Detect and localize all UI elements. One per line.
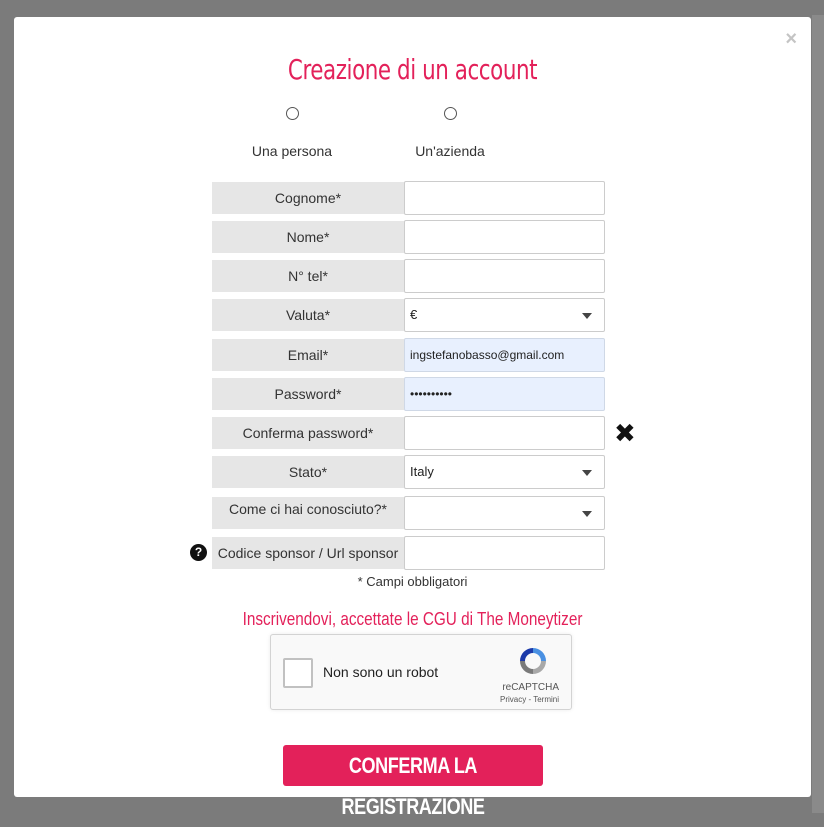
registration-modal: [14, 17, 811, 819]
radio-person[interactable]: [286, 107, 299, 120]
row-come: [212, 496, 605, 530]
stato-label: Stato*: [212, 456, 404, 488]
email-label: Email*: [212, 339, 404, 371]
nome-label: Nome*: [212, 221, 404, 253]
modal-title: Creazione di un account: [287, 53, 538, 86]
recaptcha-checkbox[interactable]: [283, 658, 313, 688]
password-mismatch-icon: ✖: [614, 418, 636, 448]
valuta-label: Valuta*: [212, 299, 404, 331]
come-select[interactable]: [404, 496, 605, 530]
row-tel: [212, 259, 605, 293]
close-icon[interactable]: ×: [785, 28, 797, 50]
radio-person-label: Una persona: [251, 143, 333, 159]
confirm-password-input[interactable]: [404, 416, 605, 450]
row-sponsor: [212, 536, 605, 570]
confirm-registration-button[interactable]: [283, 745, 543, 819]
help-icon[interactable]: ?: [190, 544, 207, 561]
valuta-value: €: [410, 307, 418, 322]
radio-company-label: Un'azienda: [415, 143, 485, 159]
row-stato: [212, 455, 605, 489]
confirm-password-label: Conferma password*: [212, 417, 404, 449]
row-cognome: [212, 181, 605, 215]
chevron-down-icon: [582, 511, 592, 517]
recaptcha-logo-icon: [517, 645, 549, 677]
sponsor-label: Codice sponsor / Url sponsor: [212, 537, 404, 569]
row-password: [212, 377, 605, 411]
row-valuta: [212, 298, 605, 332]
required-fields-note: * Campi obbligatori: [357, 574, 468, 589]
account-type-person[interactable]: [222, 107, 362, 159]
radio-company[interactable]: [444, 107, 457, 120]
cognome-input[interactable]: [404, 181, 605, 215]
recaptcha-links[interactable]: Privacy - Termini: [500, 695, 559, 704]
chevron-down-icon: [582, 470, 592, 476]
password-label: Password*: [212, 378, 404, 410]
tel-label: N° tel*: [212, 260, 404, 292]
sponsor-input[interactable]: [404, 536, 605, 570]
account-type-company[interactable]: [380, 107, 520, 159]
cognome-label: Cognome*: [212, 182, 404, 214]
row-email: [212, 338, 605, 372]
chevron-down-icon: [582, 313, 592, 319]
recaptcha-brand: reCAPTCHA: [502, 682, 559, 693]
recaptcha-label: Non sono un robot: [323, 664, 439, 680]
password-input[interactable]: ••••••••••: [404, 377, 605, 411]
stato-value: Italy: [410, 464, 434, 479]
overlay-backdrop: [812, 15, 824, 813]
confirm-registration-label: CONFERMA LA REGISTRAZIONE: [341, 753, 485, 819]
row-nome: [212, 220, 605, 254]
email-input[interactable]: ingstefanobasso@gmail.com: [404, 338, 605, 372]
row-confirm-password: [212, 416, 605, 450]
stato-select[interactable]: [404, 455, 605, 489]
come-label: Come ci hai conosciuto?*: [212, 497, 404, 529]
recaptcha-widget: [270, 634, 572, 710]
cgu-notice[interactable]: Inscrivendovi, accettate le CGU di The Moneytizer: [242, 609, 583, 629]
tel-input[interactable]: [404, 259, 605, 293]
nome-input[interactable]: [404, 220, 605, 254]
valuta-select[interactable]: [404, 298, 605, 332]
